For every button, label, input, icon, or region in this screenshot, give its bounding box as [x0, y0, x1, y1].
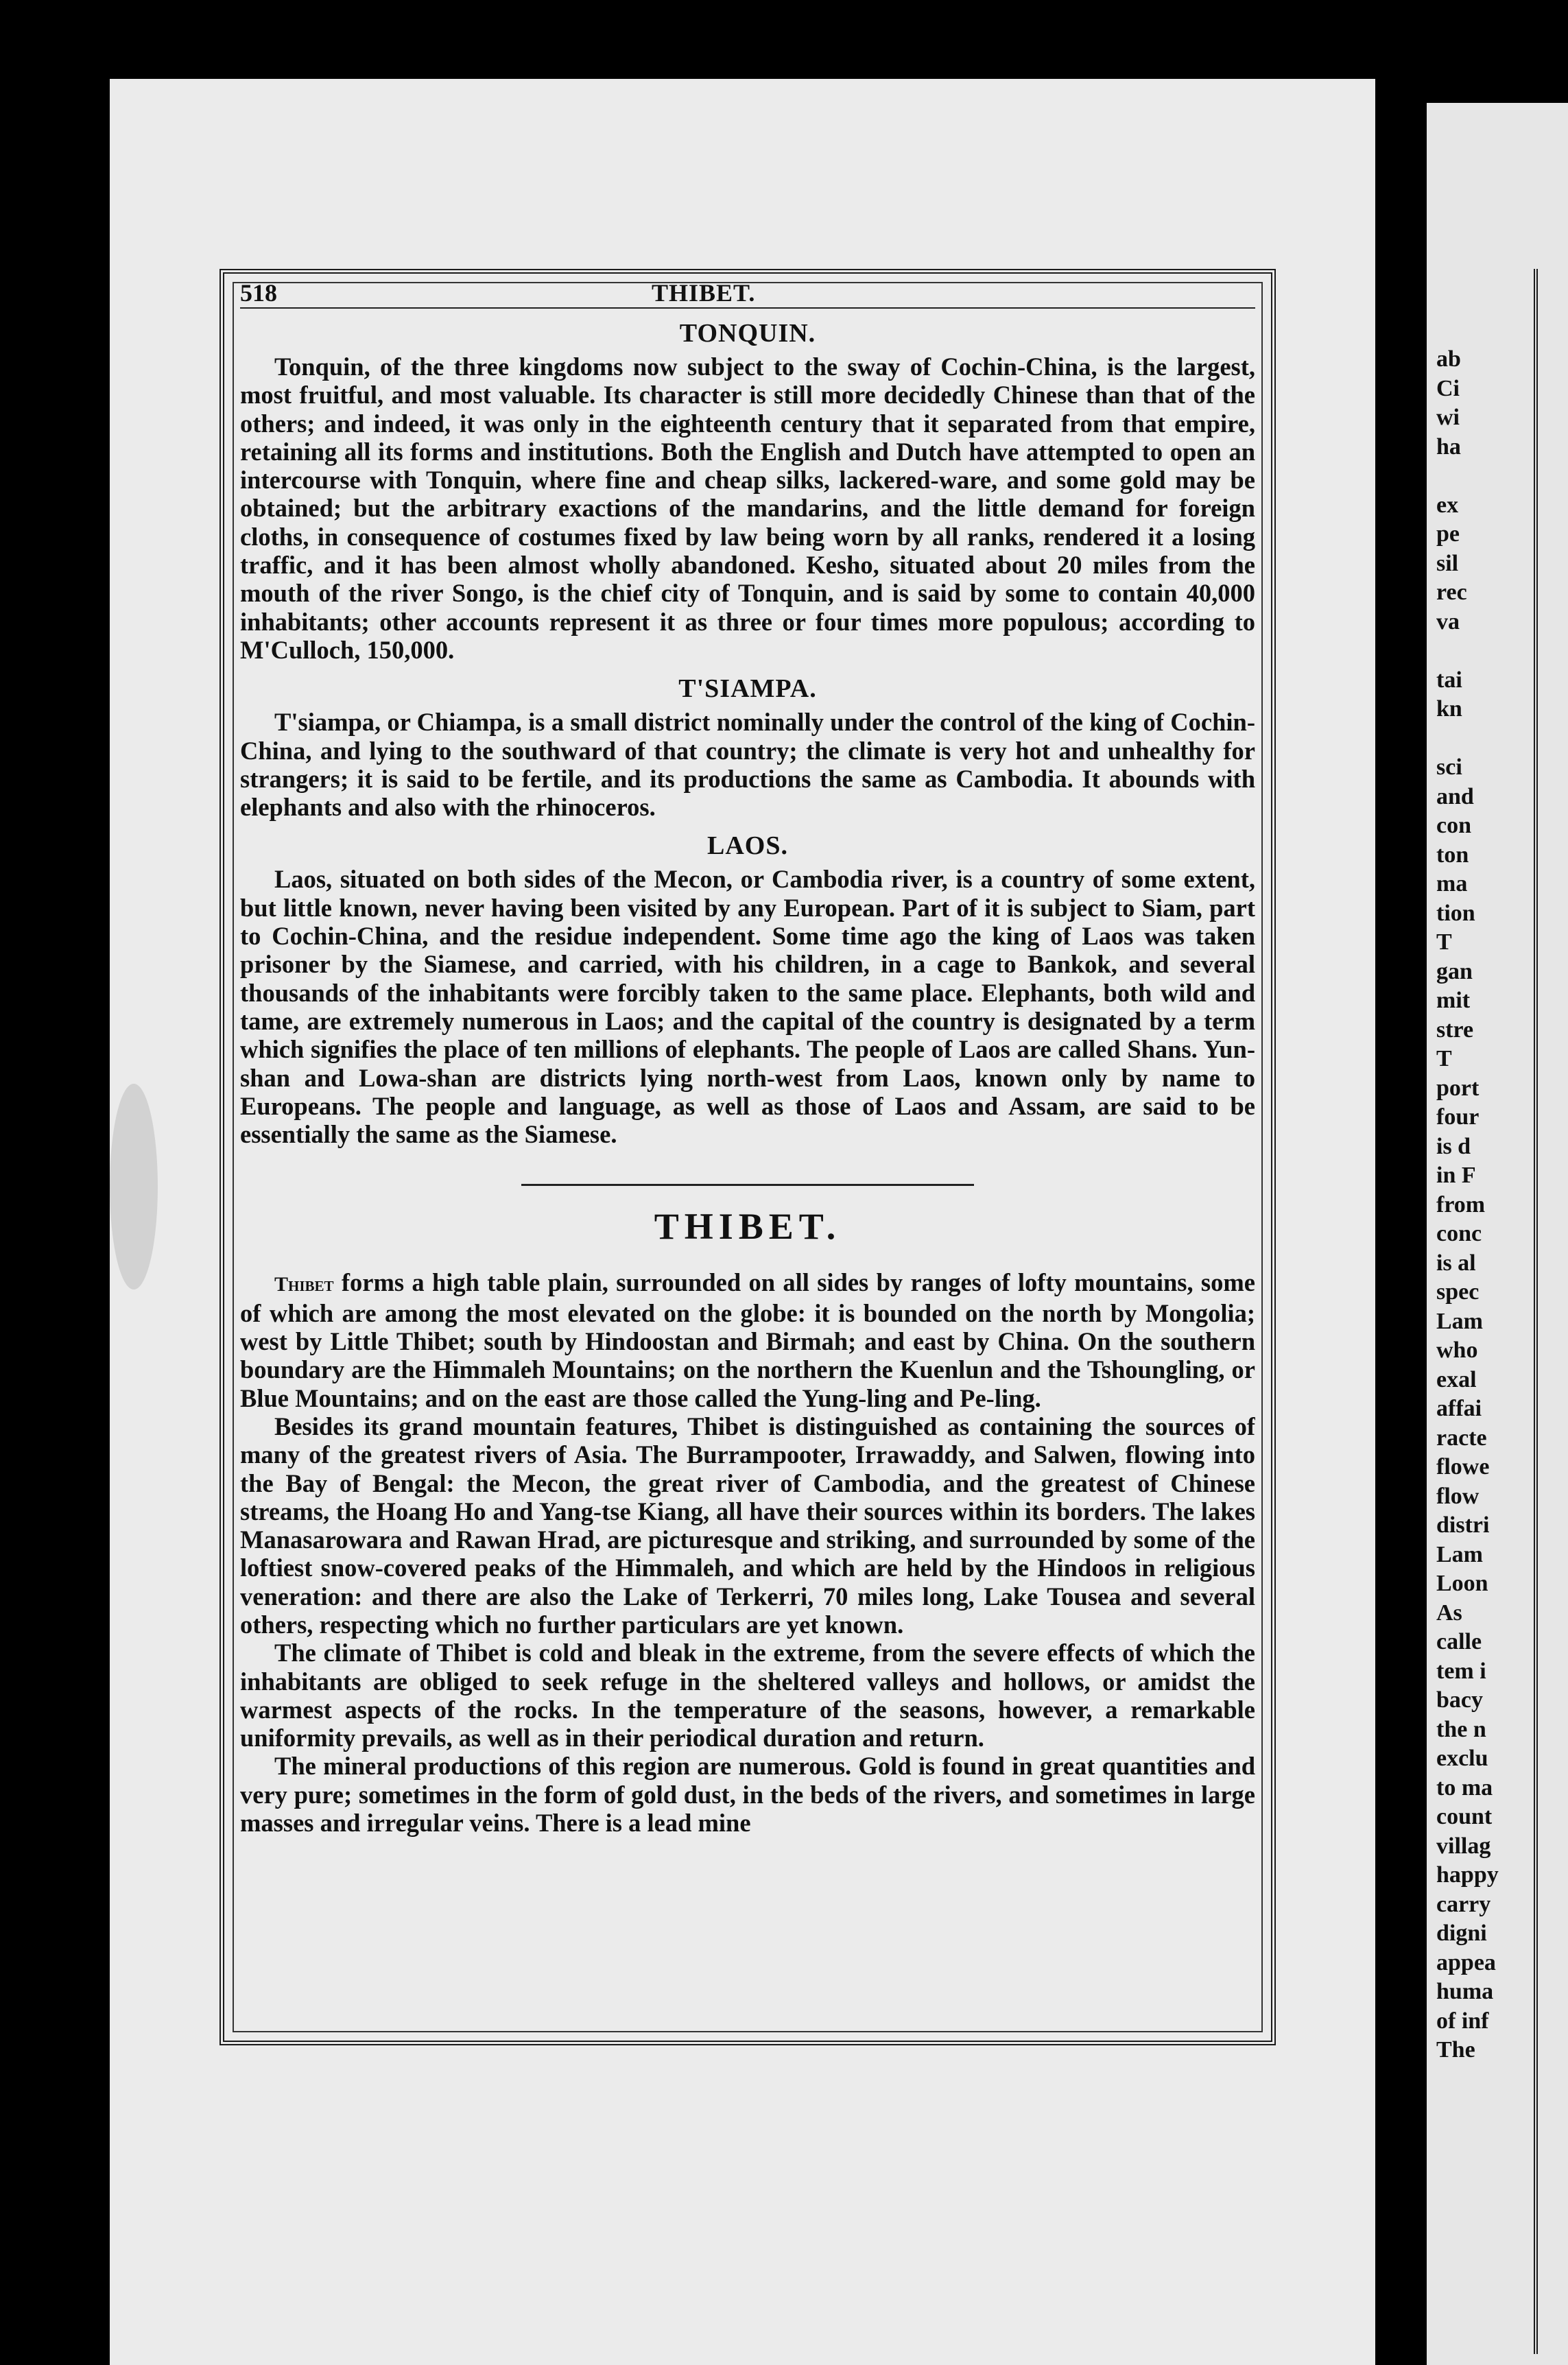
adjacent-page-line: conc — [1436, 1221, 1482, 1246]
adjacent-page-line: wi — [1436, 405, 1460, 430]
adjacent-page-line: and — [1436, 783, 1474, 809]
adjacent-page-line: carry — [1436, 1891, 1491, 1917]
section-heading-tsiampa: T'SIAMPA. — [678, 674, 817, 704]
paragraph-thibet-minerals: The mineral productions of this region are numerous. Gold is found in great quantities and very pure; sometimes in the form of gold dust, in the beds of the rivers, and sometimes in large masses and irregular veins. There is a lead mine — [240, 1752, 1255, 1838]
adjacent-page-line: bacy — [1436, 1687, 1483, 1713]
adjacent-page-line: ma — [1436, 871, 1468, 896]
adjacent-page-line: As — [1436, 1600, 1462, 1626]
adjacent-page-line: T — [1436, 1046, 1452, 1071]
paragraph-tonquin: Tonquin, of the three kingdoms now subject to the sway of Cochin-China, is the largest, most fruitful, and most valuable. Its character is still more decidedly Chinese than that of the others; and indeed, it was only in the eighteenth century that it separated from that empire, retaining all its forms and institutions. Both the English and Dutch have attempted to open an intercourse with Tonquin, where fine and cheap silks, lackered-ware, and some gold may be obtained; but the arbitrary exactions of the mandarins, and the little demand for foreign cloths, in consequence of costumes fixed by law being worn by all ranks, rendered it a losing traffic, and it has been almost wholly abandoned. Kesho, situated about 20 miles from the mouth of the river Songo, is the chief city of Tonquin, and is said by some to contain 40,000 inhabitants; other accounts represent it as three or four times more populous; according to M'Culloch, 150,000. — [240, 353, 1255, 664]
paragraph-thibet-rivers: Besides its grand mountain features, Thibet is distinguished as containing the sources of many of the greatest rivers of Asia. The Burrampooter, Irrawaddy, and Salwen, flowing into the Bay of Bengal: the Mecon, the great river of Cambodia, and the greatest of Chinese streams, the Hoang Ho and Yang-tse Kiang, all have their sources within its borders. The lakes Manasarowara and Rawan Hrad, are picturesque and striking, and surrounded by some of the loftiest snow-covered peaks of the Himmaleh, and which are held by the Hindoos in religious veneration: and there are also the Lake of Terkerri, 70 miles long, Lake Tousea and several others, respecting which no further particulars are yet known. — [240, 1412, 1255, 1639]
intro-text: forms a high table plain, surrounded on all sides by ranges of lofty mountains, some of which are among the most elevated on the globe: it is bounded on the north by Mongolia; west by Little Thibet; south by Hindoostan and Birmah; and east by China. On the southern boundary are the Himmaleh Mountains; on the northern the Kuenlun and the Tshoungling, or Blue Mountains; and on the east are those called the Yung-ling and Pe-ling. — [240, 1268, 1255, 1412]
section-separator — [521, 1184, 974, 1186]
adjacent-page-line: Loon — [1436, 1571, 1488, 1596]
adjacent-page-line: ab — [1436, 346, 1461, 372]
adjacent-page-line: count — [1436, 1804, 1493, 1829]
adjacent-page-line: Lam — [1436, 1308, 1483, 1334]
adjacent-page-line: Lam — [1436, 1541, 1483, 1567]
header-rule — [240, 307, 1255, 309]
adjacent-page-line: rec — [1436, 580, 1467, 605]
paragraph-tsiampa: T'siampa, or Chiampa, is a small district nominally under the control of the king of Cochin-China, and lying to the southward of that country; the climate is very hot and unhealthy for strangers; it is said to be fertile, and its productions the same as Cambodia. It abounds with elephants and also with the rhinoceros. — [240, 708, 1255, 822]
adjacent-page-line: calle — [1436, 1629, 1482, 1654]
section-heading-tonquin: TONQUIN. — [679, 319, 816, 348]
adjacent-page-line: kn — [1436, 696, 1462, 722]
adjacent-page-line: mit — [1436, 988, 1471, 1013]
paragraph-laos: Laos, situated on both sides of the Mecon, or Cambodia river, is a country of some extent, but little known, never having been visited by any European. Part of it is subject to Siam, part to Cochin-China, and the residue independent. Some time ago the king of Laos was taken prisoner by the Siamese, and carried, with his children, in a cage to Bankok, and several thousands of the inhabitants were forcibly taken to the same place. Elephants, both wild and tame, are extremely numerous in Laos; and the capital of the country is designated by a term which signifies the place of ten millions of elephants. The people of Laos are called Shans. Yun-shan and Lowa-shan are districts lying north-west from Laos, known only by name to Europeans. The people and language, as well as those of Laos and Assam, are said to be essentially the same as the Siamese. — [240, 865, 1255, 1149]
adjacent-page-line: of inf — [1436, 2008, 1489, 2034]
adjacent-page-line: Ci — [1436, 375, 1460, 401]
paragraph-thibet-climate: The climate of Thibet is cold and bleak in the extreme, from the severe effects of which the inhabitants are obliged to seek refuge in the sheltered valleys and hollows, or amidst the warmest aspects of the rocks. In the temperature of the seasons, however, a remarkable uniformity prevails, as well as in their periodical duration and return. — [240, 1639, 1255, 1752]
page-smudge — [110, 1084, 158, 1290]
adjacent-page-line: from — [1436, 1191, 1486, 1217]
lead-word: Thibet — [274, 1273, 334, 1296]
adjacent-page-line: flow — [1436, 1483, 1480, 1509]
adjacent-page-line: spec — [1436, 1279, 1480, 1305]
adjacent-page-line: con — [1436, 813, 1471, 838]
adjacent-page-line: stre — [1436, 1017, 1474, 1043]
adjacent-page-line: tai — [1436, 667, 1462, 693]
adjacent-page-line: sil — [1436, 550, 1459, 576]
adjacent-page-line: digni — [1436, 1921, 1487, 1946]
page-number: 518 — [240, 279, 277, 307]
adjacent-page-line: villag — [1436, 1833, 1491, 1859]
adjacent-page-line: ex — [1436, 492, 1459, 518]
adjacent-page-line: The — [1436, 2037, 1475, 2063]
adjacent-page-line: who — [1436, 1338, 1478, 1363]
paragraph-thibet-intro — [240, 1268, 1255, 1412]
adjacent-page-line: huma — [1436, 1979, 1494, 2004]
running-title: THIBET. — [652, 279, 756, 307]
adjacent-page-line: is al — [1436, 1250, 1476, 1276]
adjacent-page-line: va — [1436, 608, 1460, 634]
adjacent-page-line: sci — [1436, 754, 1462, 780]
adjacent-page-line: happy — [1436, 1862, 1499, 1888]
adjacent-page-line: ton — [1436, 842, 1469, 868]
adjacent-page-line: T — [1436, 929, 1452, 955]
adjacent-page-line: to ma — [1436, 1774, 1493, 1801]
adjacent-page-line: racte — [1436, 1425, 1487, 1451]
adjacent-page-line: is d — [1436, 1133, 1471, 1159]
adjacent-page-line: gan — [1436, 958, 1473, 984]
adjacent-page-line: appea — [1436, 1949, 1496, 1975]
adjacent-page-line: distri — [1436, 1512, 1490, 1538]
adjacent-page-line: the n — [1436, 1716, 1486, 1742]
chapter-title: THIBET. — [654, 1206, 842, 1248]
adjacent-page-line: tion — [1436, 900, 1475, 926]
running-head — [240, 274, 1255, 309]
adjacent-page-line: in F — [1436, 1163, 1476, 1188]
adjacent-page-line: affai — [1436, 1396, 1482, 1421]
adjacent-page-line: tem i — [1436, 1658, 1486, 1684]
adjacent-page-line: ha — [1436, 433, 1461, 460]
adjacent-page-line: pe — [1436, 521, 1460, 547]
adjacent-page-line: port — [1436, 1075, 1480, 1101]
adjacent-page-line: exclu — [1436, 1746, 1488, 1771]
adjacent-page-line: flowe — [1436, 1454, 1490, 1479]
page-content — [240, 274, 1255, 2030]
section-heading-laos: LAOS. — [707, 831, 788, 861]
adjacent-page-line: exal — [1436, 1366, 1477, 1392]
adjacent-page-line: four — [1436, 1104, 1480, 1130]
adjacent-page-frame — [1534, 269, 1568, 2354]
